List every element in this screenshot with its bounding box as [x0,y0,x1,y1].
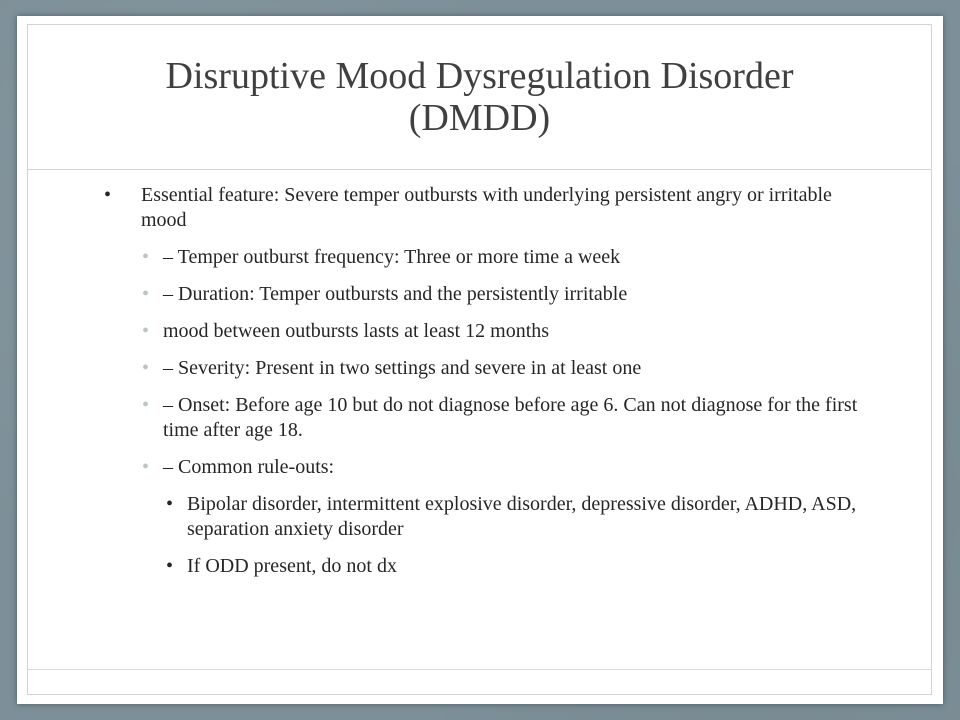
bullet-item [99,183,859,233]
sub-bullet-item [99,356,859,381]
sub-bullet-text: mood between outbursts lasts at least 12 months [163,320,550,342]
sub-bullet-icon: • [142,394,150,416]
sub-bullet-text: – Onset: Before age 10 but do not diagnose before age 6. Can not diagnose for the first time after age 18. [163,394,858,441]
sub-bullet-item [99,282,859,307]
sub-sub-bullet-icon: • [166,555,174,577]
sub-bullet-item [99,455,859,480]
sub-bullet-text: – Duration: Temper outbursts and the persistently irritable [163,283,628,305]
sub-bullet-icon: • [142,456,150,478]
sub-sub-bullet-item [99,554,859,579]
sub-bullet-item [99,319,859,344]
bullet-text: Essential feature: Severe temper outbursts with underlying persistent angry or irritable mood [141,184,832,231]
sub-sub-bullet-text: Bipolar disorder, intermittent explosive disorder, depressive disorder, ADHD, ASD, separation anxiety disorder [187,493,857,540]
sub-bullet-icon: • [142,320,150,342]
sub-bullet-text: – Common rule-outs: [163,456,335,478]
sub-bullet-text: – Severity: Present in two settings and severe in at least one [163,357,642,379]
footer-divider [28,669,931,670]
sub-bullet-icon: • [142,283,150,305]
sub-bullet-item [99,393,859,443]
slide [17,16,943,704]
slide-title: Disruptive Mood Dysregulation Disorder (DMDD) [165,55,794,139]
sub-bullet-text: – Temper outburst frequency: Three or more time a week [163,246,621,268]
sub-sub-bullet-item [99,492,859,542]
sub-sub-bullet-icon: • [166,493,174,515]
sub-bullet-icon: • [142,357,150,379]
title-area [28,25,931,170]
slide-body [99,183,859,591]
bullet-list [99,183,859,579]
bullet-icon: • [104,184,112,206]
sub-bullet-item [99,245,859,270]
sub-bullet-icon: • [142,246,150,268]
sub-sub-bullet-text: If ODD present, do not dx [187,555,397,577]
